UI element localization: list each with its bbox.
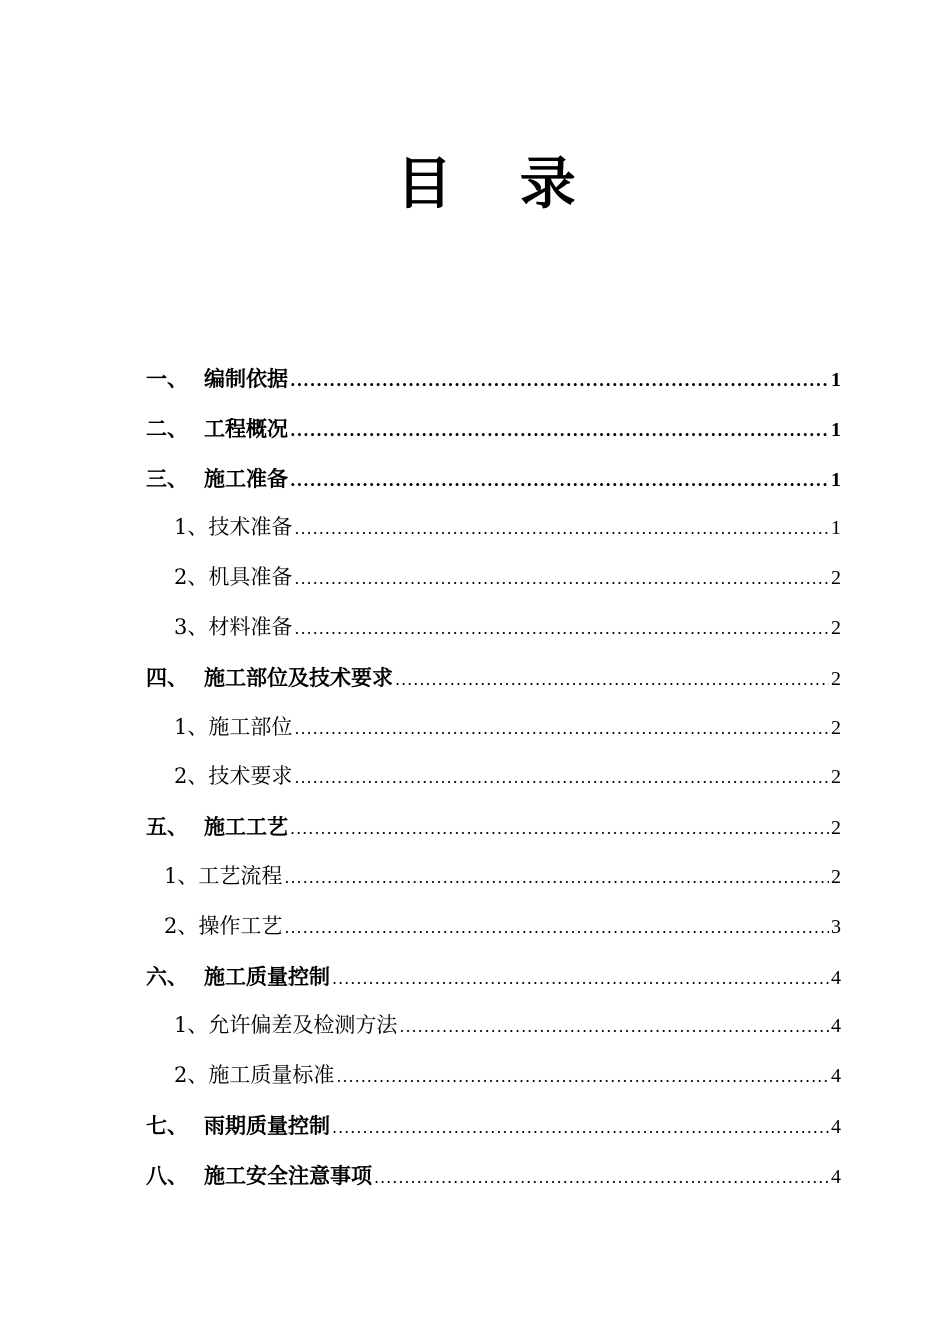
toc-page-number: 1: [831, 468, 841, 491]
toc-entry-title: 操作工艺: [198, 913, 283, 938]
toc-page-number: 2: [831, 817, 841, 840]
toc-page-number: 2: [831, 616, 841, 639]
toc-entry-number: 1、: [174, 515, 209, 540]
toc-entry-title: 技术准备: [208, 515, 293, 540]
toc-entry-title: 编制依据: [204, 366, 288, 391]
toc-dot-leader: [294, 704, 829, 754]
toc-entry[interactable]: [146, 454, 841, 504]
toc-entry-title: 技术要求: [208, 764, 293, 789]
toc-entry[interactable]: [146, 902, 841, 952]
toc-entry-title: 施工部位: [208, 714, 293, 739]
page-title: 目 录: [396, 151, 600, 217]
table-of-contents: [146, 354, 841, 1201]
toc-entry-number: 六、: [146, 963, 188, 989]
toc-dot-leader: [290, 456, 829, 506]
toc-page-number: 4: [831, 1165, 841, 1188]
toc-entry[interactable]: [146, 1051, 841, 1101]
toc-dot-leader: [332, 1103, 829, 1153]
toc-dot-leader: [374, 1153, 829, 1203]
toc-page-number: 2: [831, 567, 841, 590]
toc-page-number: 4: [831, 1015, 841, 1038]
toc-entry[interactable]: [146, 354, 841, 404]
toc-entry-number: 2、: [164, 913, 199, 938]
toc-dot-leader: [399, 1002, 829, 1052]
toc-page-number: 4: [831, 1065, 841, 1088]
toc-entry-number: 五、: [146, 814, 188, 840]
toc-entry-title: 施工准备: [204, 465, 288, 491]
toc-dot-leader: [294, 604, 829, 654]
toc-entry-number: 2、: [174, 565, 209, 590]
toc-entry[interactable]: [146, 1101, 841, 1151]
toc-entry[interactable]: [146, 1151, 841, 1201]
toc-entry[interactable]: [146, 752, 841, 802]
toc-entry-title: 材料准备: [208, 614, 293, 639]
toc-entry-number: 2、: [174, 764, 209, 789]
toc-entry[interactable]: [146, 404, 841, 454]
toc-entry-title: 雨期质量控制: [204, 1112, 330, 1138]
toc-page-number: 3: [831, 915, 841, 938]
toc-dot-leader: [290, 356, 829, 406]
toc-entry[interactable]: [146, 952, 841, 1002]
toc-entry-title: 工艺流程: [198, 863, 283, 888]
toc-entry-number: 一、: [146, 366, 188, 391]
toc-page-number: 2: [831, 716, 841, 739]
toc-entry-title: 施工质量标准: [208, 1063, 335, 1088]
toc-dot-leader: [290, 406, 829, 456]
toc-page-number: 1: [831, 418, 841, 441]
toc-entry-number: 3、: [174, 614, 209, 639]
toc-entry-number: 四、: [146, 664, 188, 690]
toc-entry[interactable]: [146, 1001, 841, 1051]
toc-dot-leader: [336, 1052, 829, 1102]
toc-entry-number: 1、: [164, 863, 199, 888]
toc-entry-number: 七、: [146, 1112, 188, 1138]
toc-page-number: 1: [831, 517, 841, 540]
toc-entry[interactable]: [146, 802, 841, 852]
toc-dot-leader: [290, 804, 829, 854]
toc-entry[interactable]: [146, 852, 841, 902]
toc-entry-title: 施工安全注意事项: [204, 1162, 372, 1188]
toc-dot-leader: [395, 655, 829, 705]
toc-dot-leader: [284, 903, 829, 953]
toc-dot-leader: [294, 554, 829, 604]
toc-page-number: 4: [831, 966, 841, 989]
toc-page-number: 2: [831, 865, 841, 888]
toc-dot-leader: [284, 853, 829, 903]
toc-entry[interactable]: [146, 503, 841, 553]
toc-page-number: 2: [831, 766, 841, 789]
toc-dot-leader: [294, 753, 829, 803]
toc-entry-title: 施工工艺: [204, 814, 288, 840]
toc-entry[interactable]: [146, 703, 841, 753]
toc-entry-title: 施工质量控制: [204, 963, 330, 989]
toc-entry-title: 允许偏差及检测方法: [208, 1013, 398, 1038]
toc-entry[interactable]: [146, 653, 841, 703]
toc-page-number: 4: [831, 1115, 841, 1138]
toc-entry-number: 八、: [146, 1162, 188, 1188]
toc-entry-number: 二、: [146, 415, 188, 441]
toc-page-number: 1: [831, 369, 841, 391]
toc-entry-number: 1、: [174, 714, 209, 739]
toc-entry-title: 工程概况: [204, 415, 288, 441]
toc-entry-title: 施工部位及技术要求: [204, 664, 393, 690]
toc-entry-title: 机具准备: [208, 565, 293, 590]
toc-entry[interactable]: [146, 553, 841, 603]
toc-entry-number: 1、: [174, 1013, 209, 1038]
toc-entry[interactable]: [146, 603, 841, 653]
toc-dot-leader: [294, 504, 829, 554]
toc-dot-leader: [332, 954, 829, 1004]
toc-entry-number: 2、: [174, 1063, 209, 1088]
toc-entry-number: 三、: [146, 465, 188, 491]
toc-page-number: 2: [831, 667, 841, 690]
